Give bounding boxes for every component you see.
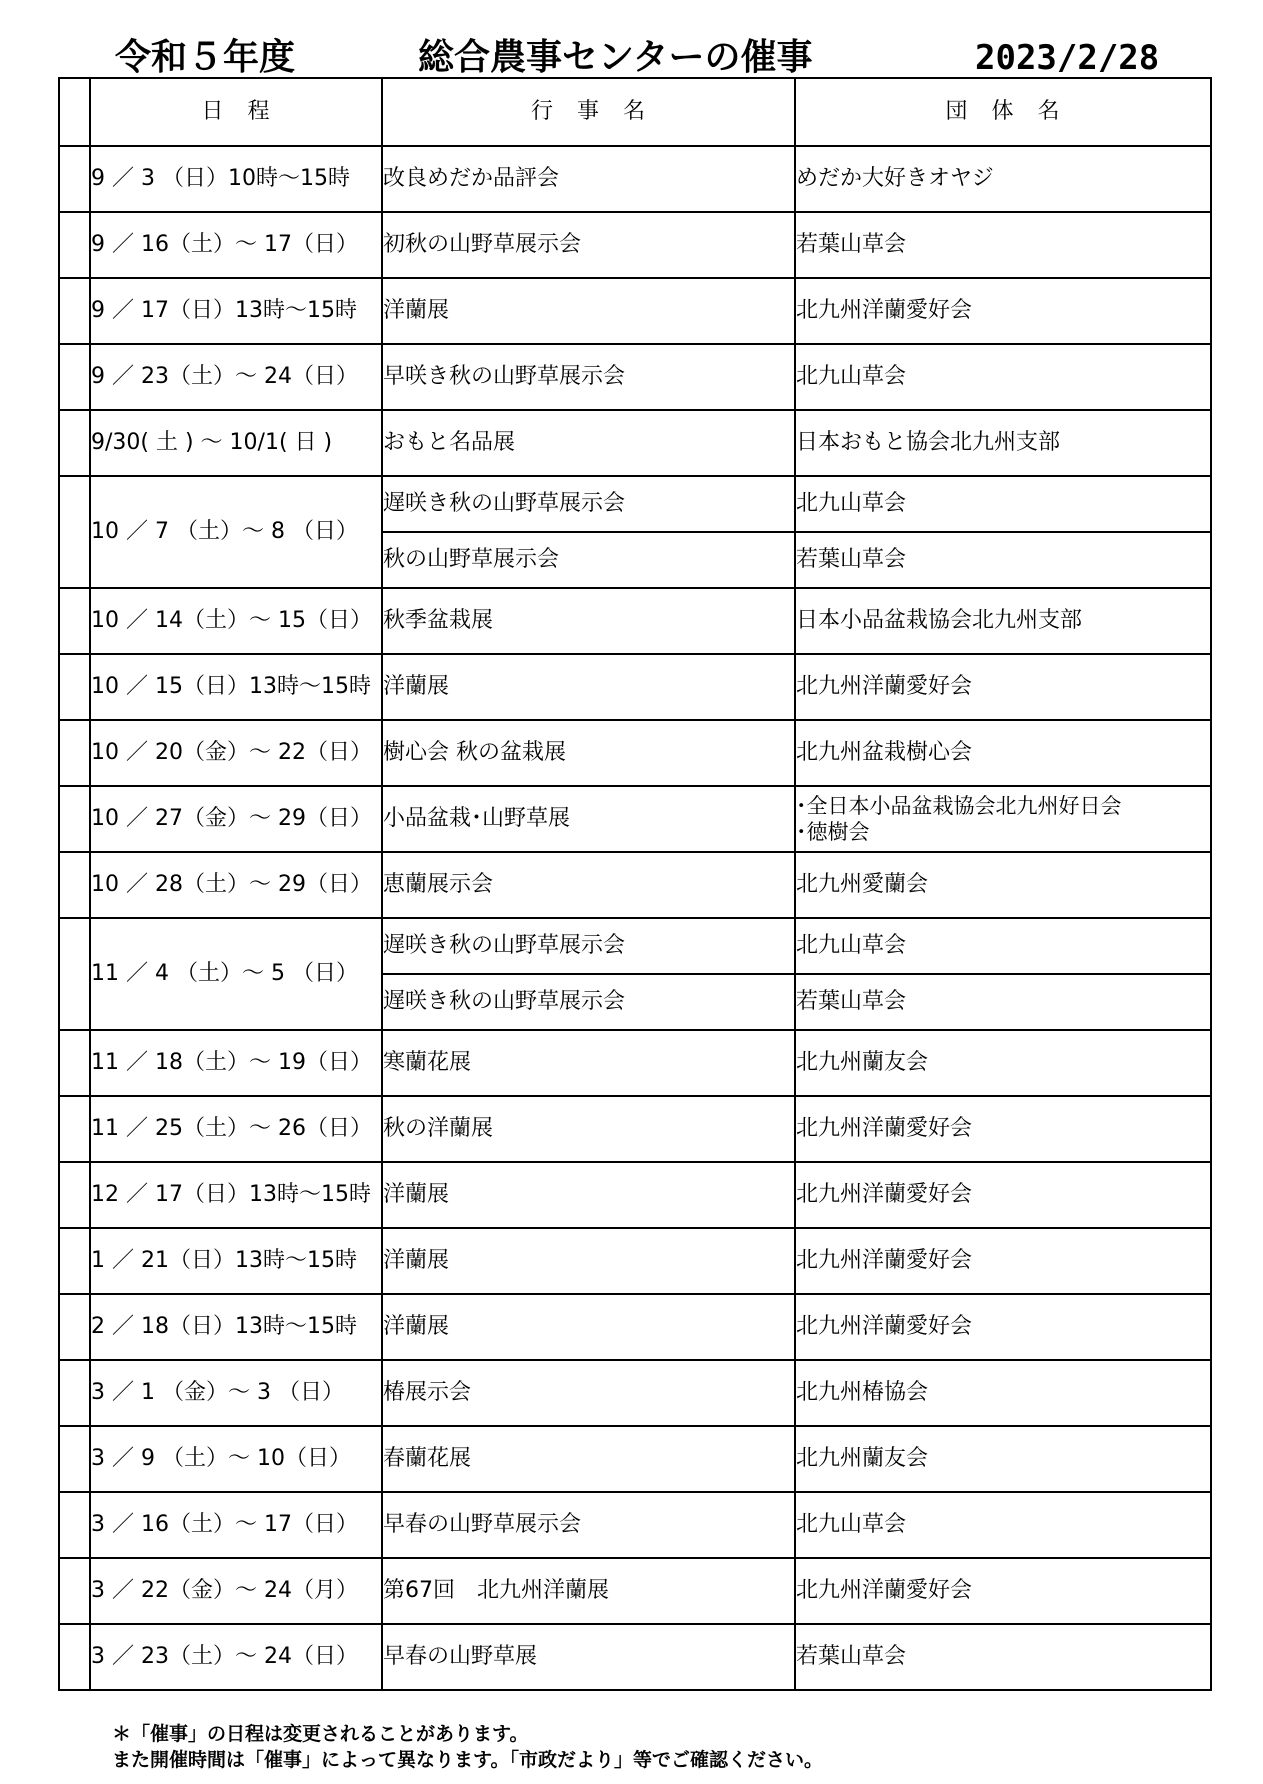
organization-cell: 北九州洋蘭愛好会 [795,1294,1211,1360]
organization-cell: 北九州洋蘭愛好会 [795,1096,1211,1162]
footnote-schedule-change: ＊「催事」の日程は変更されることがあります。 [112,1723,529,1745]
row-blank-cell [59,1624,90,1690]
date-cell: 1 ／ 21（日）13時～15時 [90,1228,382,1294]
date-cell: 9 ／ 17（日）13時～15時 [90,278,382,344]
event-name-cell: 洋蘭展 [382,654,795,720]
table-row [59,720,1211,786]
fiscal-year-label: 令和５年度 [115,37,296,78]
row-blank-cell [59,852,90,918]
event-column-header: 行 事 名 [382,78,795,146]
table-row [59,1294,1211,1360]
event-name-cell: 洋蘭展 [382,278,795,344]
event-name-cell: 秋の洋蘭展 [382,1096,795,1162]
table-row [59,1426,1211,1492]
organization-cell: 北九山草会 [795,476,1211,532]
date-cell: 11 ／ 18（土）～ 19（日） [90,1030,382,1096]
date-cell: 11 ／ 25（土）～ 26（日） [90,1096,382,1162]
date-cell: 10 ／ 28（土）～ 29（日） [90,852,382,918]
org-column-header: 団 体 名 [795,78,1211,146]
row-blank-cell [59,278,90,344]
organization-cell: 北九州愛蘭会 [795,852,1211,918]
date-cell: 9 ／ 23（土）～ 24（日） [90,344,382,410]
table-row [59,588,1211,654]
row-blank-cell [59,1096,90,1162]
table-row [59,146,1211,212]
date-cell: 2 ／ 18（日）13時～15時 [90,1294,382,1360]
row-blank-cell [59,1426,90,1492]
table-row [59,410,1211,476]
organization-cell: 若葉山草会 [795,1624,1211,1690]
event-name-cell: 遅咲き秋の山野草展示会 [382,918,795,974]
table-row [59,1030,1211,1096]
organization-cell: 北九州蘭友会 [795,1030,1211,1096]
row-blank-cell [59,1294,90,1360]
organization-cell: 北九州蘭友会 [795,1426,1211,1492]
organization-cell: 北九州盆栽樹心会 [795,720,1211,786]
event-name-cell: 初秋の山野草展示会 [382,212,795,278]
row-blank-cell [59,786,90,852]
row-blank-cell [59,344,90,410]
event-name-cell: 寒蘭花展 [382,1030,795,1096]
date-cell: 10 ／ 7 （土）～ 8 （日） [90,476,382,588]
event-name-cell: 第67回 北九州洋蘭展 [382,1558,795,1624]
event-name-cell: 早春の山野草展示会 [382,1492,795,1558]
organization-cell: 日本おもと協会北九州支部 [795,410,1211,476]
organization-cell: 北九州椿協会 [795,1360,1211,1426]
row-blank-cell [59,212,90,278]
row-blank-cell [59,476,90,588]
event-name-cell: 秋の山野草展示会 [382,532,795,588]
date-cell: 10 ／ 14（土）～ 15（日） [90,588,382,654]
table-row [59,654,1211,720]
table-row [59,1162,1211,1228]
table-row [59,212,1211,278]
date-cell: 9 ／ 3 （日）10時～15時 [90,146,382,212]
event-name-cell: 椿展示会 [382,1360,795,1426]
event-name-cell: 遅咲き秋の山野草展示会 [382,476,795,532]
row-blank-cell [59,1558,90,1624]
row-blank-cell [59,1492,90,1558]
event-name-cell: 洋蘭展 [382,1162,795,1228]
row-blank-cell [59,146,90,212]
organization-cell: 北九山草会 [795,344,1211,410]
table-row [59,476,1211,532]
date-cell: 12 ／ 17（日）13時～15時 [90,1162,382,1228]
date-cell: 10 ／ 20（金）～ 22（日） [90,720,382,786]
event-name-cell: 樹心会 秋の盆栽展 [382,720,795,786]
table-row [59,344,1211,410]
table-row [59,786,1211,852]
organization-cell: 日本小品盆栽協会北九州支部 [795,588,1211,654]
row-blank-cell [59,1030,90,1096]
table-row [59,1624,1211,1690]
row-blank-cell [59,1360,90,1426]
organization-cell: 若葉山草会 [795,212,1211,278]
row-blank-cell [59,410,90,476]
organization-cell: 北九州洋蘭愛好会 [795,1228,1211,1294]
organization-cell: 若葉山草会 [795,974,1211,1030]
date-cell: 10 ／ 27（金）～ 29（日） [90,786,382,852]
table-row [59,1558,1211,1624]
table-row [59,278,1211,344]
date-cell: 3 ／ 9 （土）～ 10（日） [90,1426,382,1492]
event-name-cell: 小品盆栽･山野草展 [382,786,795,852]
event-name-cell: 春蘭花展 [382,1426,795,1492]
event-name-cell: 早春の山野草展 [382,1624,795,1690]
organization-cell: めだか大好きオヤジ [795,146,1211,212]
organization-cell: 北九州洋蘭愛好会 [795,1162,1211,1228]
row-blank-cell [59,918,90,1030]
date-cell: 3 ／ 16（土）～ 17（日） [90,1492,382,1558]
table-row [59,852,1211,918]
table-body [59,146,1211,1690]
event-name-cell: 洋蘭展 [382,1228,795,1294]
event-name-cell: 洋蘭展 [382,1294,795,1360]
blank-header-cell [59,78,90,146]
organization-cell: 北九州洋蘭愛好会 [795,654,1211,720]
footnote-hours-notice: また開催時間は「催事」によって異なります。「市政だより」等でご確認ください。 [112,1749,823,1771]
date-cell: 3 ／ 1 （金）～ 3 （日） [90,1360,382,1426]
date-column-header: 日 程 [90,78,382,146]
organization-cell [795,786,1211,852]
organization-line: ･全日本小品盆栽協会北九州好日会 [796,794,1122,818]
date-cell: 11 ／ 4 （土）～ 5 （日） [90,918,382,1030]
table-row [59,918,1211,974]
row-blank-cell [59,1228,90,1294]
event-name-cell: 改良めだか品評会 [382,146,795,212]
table-row [59,1492,1211,1558]
row-blank-cell [59,588,90,654]
table-header-row [59,78,1211,146]
date-cell: 9/30( 土 ) ～ 10/1( 日 ) [90,410,382,476]
date-cell: 3 ／ 23（土）～ 24（日） [90,1624,382,1690]
row-blank-cell [59,654,90,720]
date-cell: 9 ／ 16（土）～ 17（日） [90,212,382,278]
event-name-cell: 恵蘭展示会 [382,852,795,918]
organization-cell: 北九山草会 [795,918,1211,974]
organization-cell: 北九州洋蘭愛好会 [795,278,1211,344]
page-title: 総合農事センターの催事 [418,37,813,78]
organization-cell: 若葉山草会 [795,532,1211,588]
table-row [59,1228,1211,1294]
date-cell: 10 ／ 15（日）13時～15時 [90,654,382,720]
document-date: 2023/2/28 [975,38,1160,78]
event-name-cell: 遅咲き秋の山野草展示会 [382,974,795,1030]
table-row [59,1096,1211,1162]
organization-cell: 北九山草会 [795,1492,1211,1558]
row-blank-cell [59,720,90,786]
event-name-cell: 早咲き秋の山野草展示会 [382,344,795,410]
events-table [58,77,1212,1691]
row-blank-cell [59,1162,90,1228]
date-cell: 3 ／ 22（金）～ 24（月） [90,1558,382,1624]
organization-line: ･徳樹会 [796,820,870,844]
table-row [59,1360,1211,1426]
event-name-cell: おもと名品展 [382,410,795,476]
event-name-cell: 秋季盆栽展 [382,588,795,654]
organization-cell: 北九州洋蘭愛好会 [795,1558,1211,1624]
